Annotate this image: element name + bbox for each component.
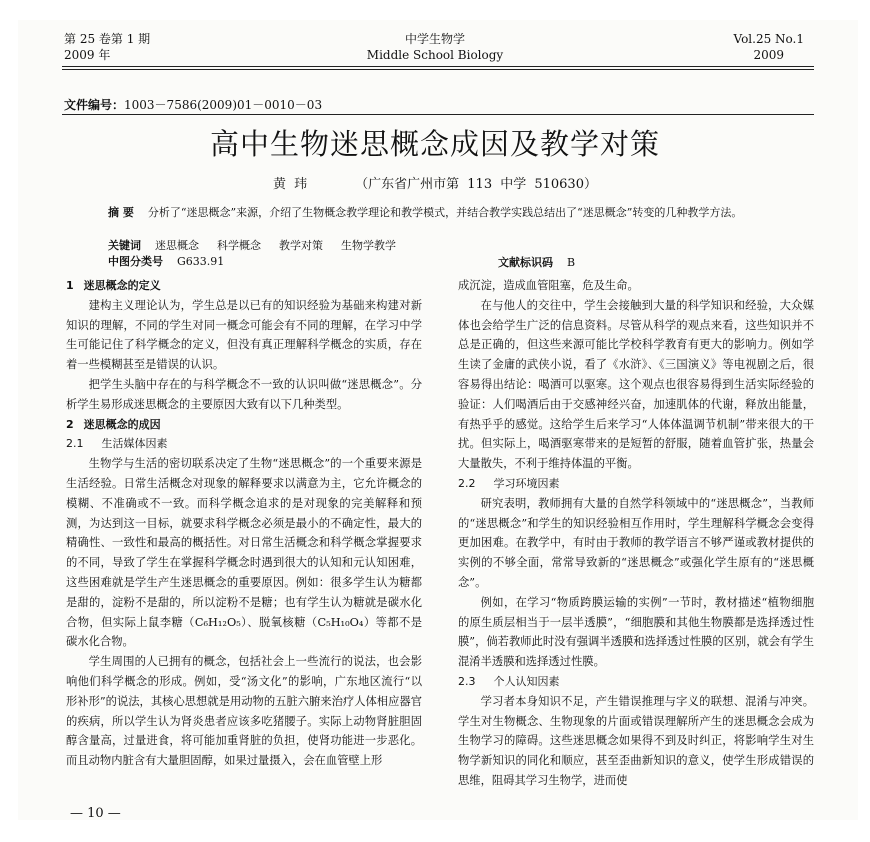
- keyword: 迷思概念: [155, 239, 199, 252]
- journal-volume-en: [734, 31, 805, 63]
- doc-code-value: B: [567, 256, 576, 269]
- doc-code-label: 文献标识码: [498, 256, 553, 269]
- paragraph: 学生周围的人已拥有的概念，包括社会上一些流行的说法，也会影响他们科学概念的形成。例如，受“汤文化”的影响，广东地区流行“以形补形”的说法，其核心思想就是用动物的五脏六腑来治疗人体相应器官的疾病，所以学生认为肾炎患者应该多吃猪腰子。实际上动物肾脏胆固醇含量高，过量进食，将可能加重肾脏的负担，使肾功能进一步恶化。而且动物内脏含有大量胆固醇，如果过量摄入，会在血管壁上形: [66, 655, 422, 768]
- paragraph: 成沉淀，造成血管阻塞，危及生命。: [458, 279, 639, 292]
- keyword: 教学对策: [279, 239, 323, 252]
- issue-year: 2009 年: [64, 48, 111, 62]
- subsection-number: 2.3: [458, 674, 476, 688]
- header-rule-top: [62, 66, 814, 67]
- file-number: [64, 96, 322, 113]
- section-heading-1: [66, 276, 422, 296]
- paragraph: 研究表明，教师拥有大量的自然学科领域中的“迷思概念”，当教师的“迷思概念”和学生的知识经验相互作用时，学生理解科学概念会变得更加困难。在教学中，有时由于教师的教学语言不够严谨或教材提供的实例的不够全面，常常导致新的“迷思概念”或强化学生原有的“迷思概念”。: [458, 496, 814, 589]
- right-column: [458, 276, 814, 791]
- subsection-number: 2.2: [458, 476, 476, 490]
- section-heading-2: [66, 415, 422, 435]
- paragraph: 把学生头脑中存在的与科学概念不一致的认识叫做“迷思概念”。分析学生易形成迷思概念的主要原因大致有以下几种类型。: [66, 377, 422, 411]
- subsection-heading-2-3: [458, 672, 814, 692]
- paragraph: 学习者本身知识不足，产生错误推理与字义的联想、混淆与冲突。学生对生物概念、生物现象的片面或错误理解所产生的迷思概念会成为生物学习的障碍。这些迷思概念如果得不到及时纠正，将影响学生对生物学新知识的同化和顺应，甚至歪曲新知识的意义，使学生形成错误的思维，阻碍其学习生物学，进而使: [458, 694, 814, 787]
- file-number-label: 文件编号：: [64, 98, 125, 112]
- subsection-heading-2-1: [66, 434, 422, 454]
- keyword: 生物学教学: [341, 239, 396, 252]
- file-number-value: 1003－7586(2009)01－0010－03: [124, 98, 323, 112]
- subsection-title: 学习环境因素: [493, 476, 560, 490]
- section-title: 迷思概念的定义: [83, 279, 161, 292]
- clc-label: 中图分类号: [108, 255, 163, 268]
- author-affiliation: （广东省广州市第 113 中学 510630）: [355, 177, 597, 192]
- file-number-rule: [62, 114, 814, 115]
- paragraph: 例如，在学习“物质跨膜运输的实例”一节时，教材描述“植物细胞的原生质层相当于一层半透膜”，“细胞膜和其他生物膜都是选择透过性膜”，倘若教师此时没有强调半透膜和选择透过性膜的区别，就会有学生混淆半透膜和选择透过性膜。: [458, 595, 814, 669]
- volume-year-en: 2009: [753, 48, 785, 62]
- keywords: [108, 238, 748, 254]
- abstract: [108, 205, 748, 221]
- paragraph: 在与他人的交往中，学生会接触到大量的科学知识和经验，大众媒体也会给学生广泛的信息资料。尽管从科学的观点来看，这些知识并不总是正确的，但这些来源可能比学校科学教育有更大的影响力。例如学生读了金庸的武侠小说，看了《水浒》、《三国演义》等电视剧之后，很容易得出结论：喝酒可以驱寒。这个观点也很容易得到生活实际经验的验证：人们喝酒后由于交感神经兴奋，加速肌体的代谢，释放出能量，有热乎乎的感觉。这给学生后来学习“人体体温调节机制”带来很大的干扰。但实际上，喝酒驱寒带来的是短暂的舒服，随着血管扩张，热量会大量散失，不利于维持体温的平衡。: [458, 298, 814, 471]
- abstract-text: 分析了“迷思概念”来源，介绍了生物概念教学理论和教学模式，并结合教学实践总结出了“迷思概念”转变的几种教学方法。: [147, 206, 743, 219]
- paragraph: 建构主义理论认为，学生总是以已有的知识经验为基础来构建对新知识的理解，不同的学生对同一概念可能会有不同的理解，在学习中学生可能记住了科学概念的定义，但没有真正理解科学概念的实质，存在着一些模糊甚至是错误的认识。: [66, 298, 422, 372]
- keyword: 科学概念: [217, 239, 261, 252]
- author-line: [0, 173, 870, 192]
- clc-number: [108, 254, 748, 270]
- keywords-label: 关键词: [108, 239, 141, 252]
- volume-number-en: Vol.25 No.1: [733, 32, 804, 46]
- subsection-heading-2-2: [458, 474, 814, 494]
- subsection-title: 生活媒体因素: [101, 437, 168, 451]
- journal-name-en: Middle School Biology: [366, 48, 504, 62]
- journal-name-cn: 中学生物学: [404, 32, 465, 46]
- paper-title: 高中生物迷思概念成因及教学对策: [209, 127, 660, 161]
- page-number: — 10 —: [70, 806, 121, 821]
- author-name: 黄 玮: [273, 177, 308, 192]
- section-title: 迷思概念的成因: [83, 417, 161, 431]
- document-code: [498, 254, 575, 270]
- clc-value: G633.91: [177, 255, 225, 268]
- section-number: 2: [66, 417, 74, 431]
- paragraph: 生物学与生活的密切联系决定了生物“迷思概念”的一个重要来源是生活经验。日常生活概念对现象的解释要求以满意为主，它允许概念的模糊、不准确或不一致。而科学概念追求的是对现象的完美解释和预测，为达到这一目标，就要求科学概念必须是最小的不确定性，最大的精确性、一致性和最高的概括性。对日常生活概念和科学概念掌握要求的不同，导致了学生在掌握科学概念时遇到很大的认知和元认知困难，这些困难就是学生产生迷思概念的重要原因。例如：很多学生认为糖都是甜的，淀粉不是甜的，所以淀粉不是糖；也有学生认为糖就是碳水化合物，但实际上鼠李糖（C₆H₁₂O₅）、脱氧核糖（C₅H₁₀O₄）等都不是碳水化合物。: [66, 457, 422, 649]
- subsection-number: 2.1: [66, 437, 84, 451]
- volume-issue: 第 25 卷第 1 期: [64, 32, 151, 46]
- section-number: 1: [66, 279, 74, 292]
- subsection-title: 个人认知因素: [493, 674, 560, 688]
- left-column: [66, 276, 422, 771]
- header-rule-bottom: [62, 69, 814, 70]
- abstract-label: 摘 要: [108, 206, 134, 219]
